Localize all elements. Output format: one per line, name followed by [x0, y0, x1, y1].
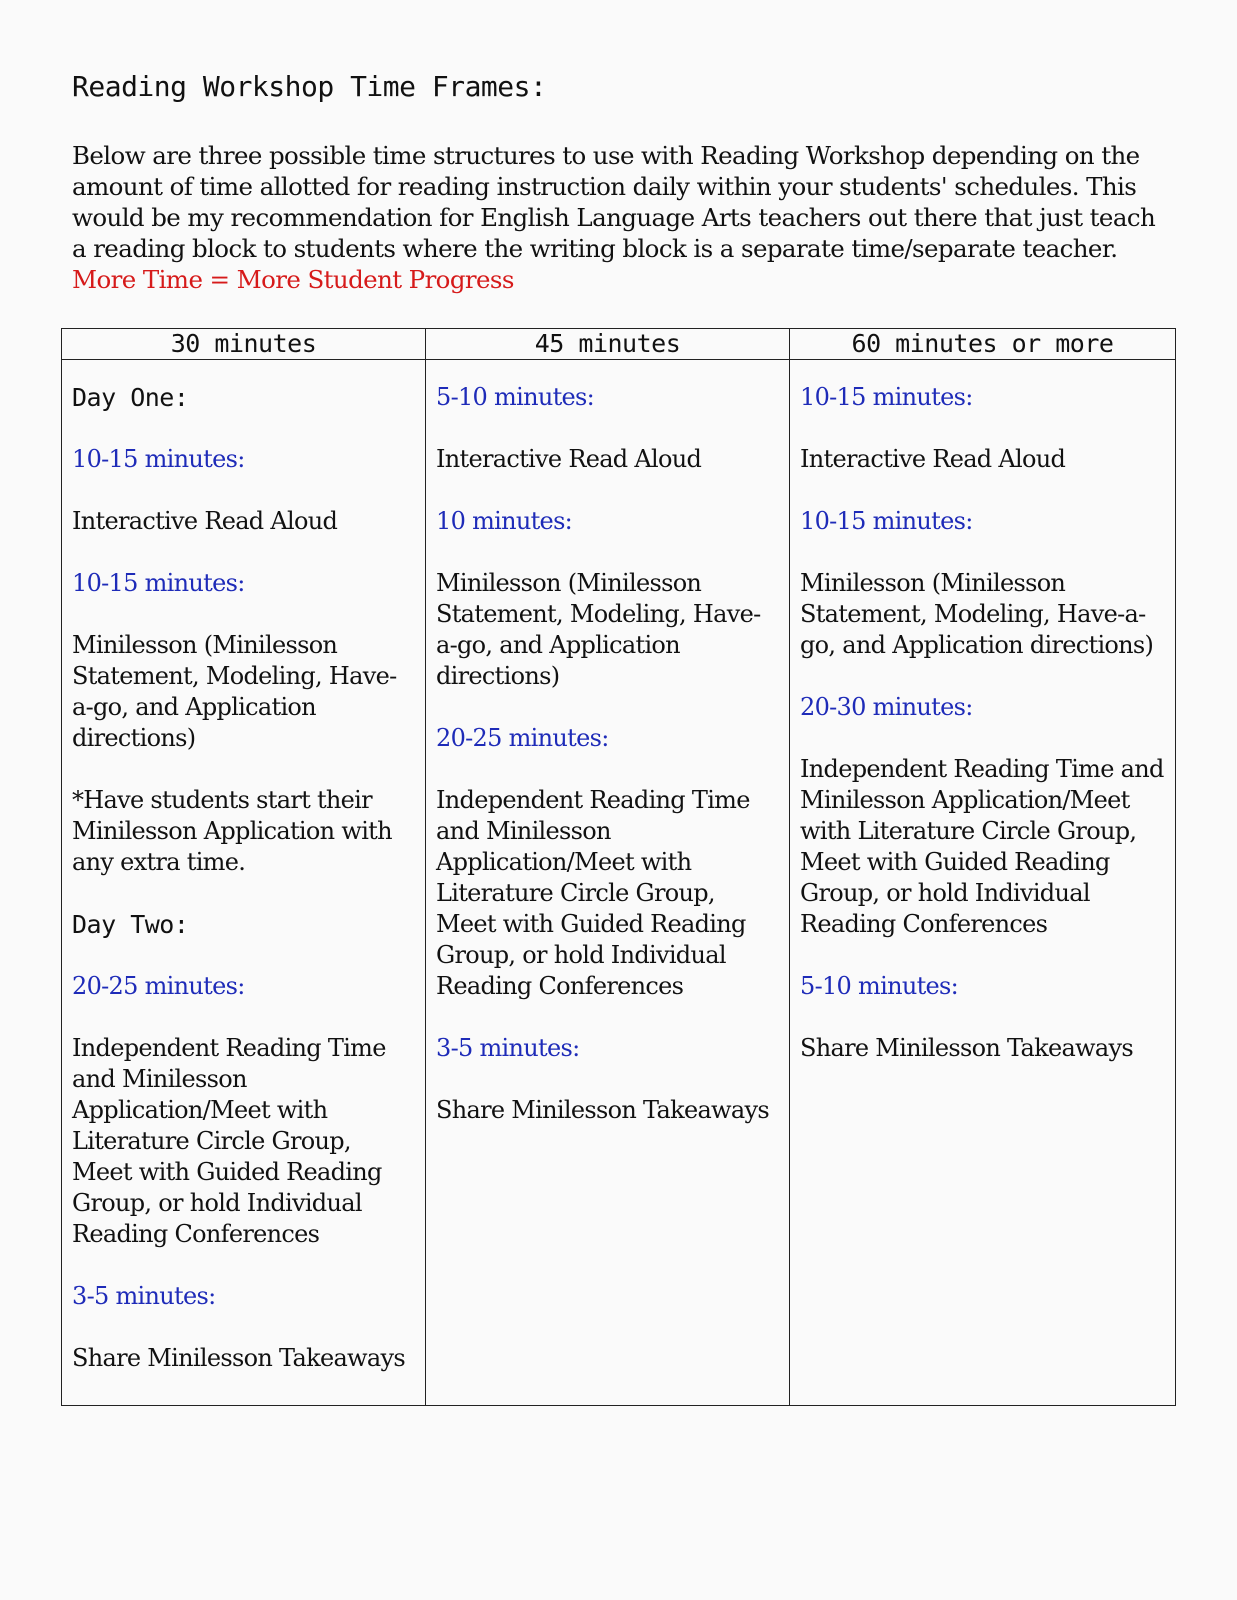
- activity-text: Share Minilesson Takeaways: [72, 1344, 405, 1372]
- intro-paragraph: [72, 140, 1172, 295]
- activity-text: Independent Reading Time and Minilesson Application/Meet with Literature Circle Group, Meet with Guided Reading Group, or hold Individual Reading Conferences: [72, 1034, 386, 1248]
- activity-text: Share Minilesson Takeaways: [436, 1096, 769, 1124]
- time-label: 10-15 minutes:: [800, 383, 973, 411]
- time-label: 5-10 minutes:: [436, 383, 595, 411]
- activity-text: *Have students start their Minilesson Application with any extra time.: [72, 786, 392, 876]
- activity-text: Interactive Read Aloud: [72, 507, 338, 535]
- day-heading: Day One:: [72, 383, 189, 412]
- time-label: 5-10 minutes:: [800, 972, 959, 1000]
- time-label: 20-25 minutes:: [72, 972, 245, 1000]
- activity-text: Interactive Read Aloud: [436, 445, 702, 473]
- time-label: 10 minutes:: [436, 507, 573, 535]
- header-45-minutes: 45 minutes: [426, 329, 790, 360]
- header-30-minutes: 30 minutes: [62, 329, 426, 360]
- schedule-table: [61, 328, 1176, 1406]
- column-45-minutes: [426, 360, 790, 1406]
- activity-text: Minilesson (Minilesson Statement, Modeling, Have-a-go, and Application directions): [436, 569, 761, 690]
- activity-text: Share Minilesson Takeaways: [800, 1034, 1133, 1062]
- document-title: Reading Workshop Time Frames:: [72, 70, 547, 103]
- intro-text: Below are three possible time structures to use with Reading Workshop depending on the amount of time allotted for reading instruction daily within your students' schedules. This would be my recommendation for English Language Arts teachers out there that just teach a reading block to students where the writing block is a separate time/separate teacher.: [72, 141, 1156, 263]
- activity-text: Minilesson (Minilesson Statement, Modeling, Have-a-go, and Application directions): [800, 569, 1154, 659]
- intro-highlight: More Time = More Student Progress: [72, 265, 514, 294]
- column-30-minutes: [62, 360, 426, 1406]
- schedule-row: [62, 360, 1176, 1406]
- activity-text: Minilesson (Minilesson Statement, Modeling, Have-a-go, and Application directions): [72, 631, 397, 752]
- time-label: 10-15 minutes:: [72, 569, 245, 597]
- time-label: 10-15 minutes:: [72, 445, 245, 473]
- day-heading: Day Two:: [72, 910, 189, 939]
- header-row: [62, 329, 1176, 360]
- column-60-minutes: [790, 360, 1176, 1406]
- time-label: 3-5 minutes:: [72, 1282, 216, 1310]
- header-60-minutes: 60 minutes or more: [790, 329, 1176, 360]
- activity-text: Independent Reading Time and Minilesson Application/Meet with Literature Circle Group, Meet with Guided Reading Group, or hold Individual Reading Conferences: [800, 755, 1164, 938]
- time-label: 3-5 minutes:: [436, 1034, 580, 1062]
- time-label: 20-30 minutes:: [800, 693, 973, 721]
- time-label: 20-25 minutes:: [436, 724, 609, 752]
- time-label: 10-15 minutes:: [800, 507, 973, 535]
- activity-text: Interactive Read Aloud: [800, 445, 1066, 473]
- activity-text: Independent Reading Time and Minilesson Application/Meet with Literature Circle Group, Meet with Guided Reading Group, or hold Individual Reading Conferences: [436, 786, 750, 1000]
